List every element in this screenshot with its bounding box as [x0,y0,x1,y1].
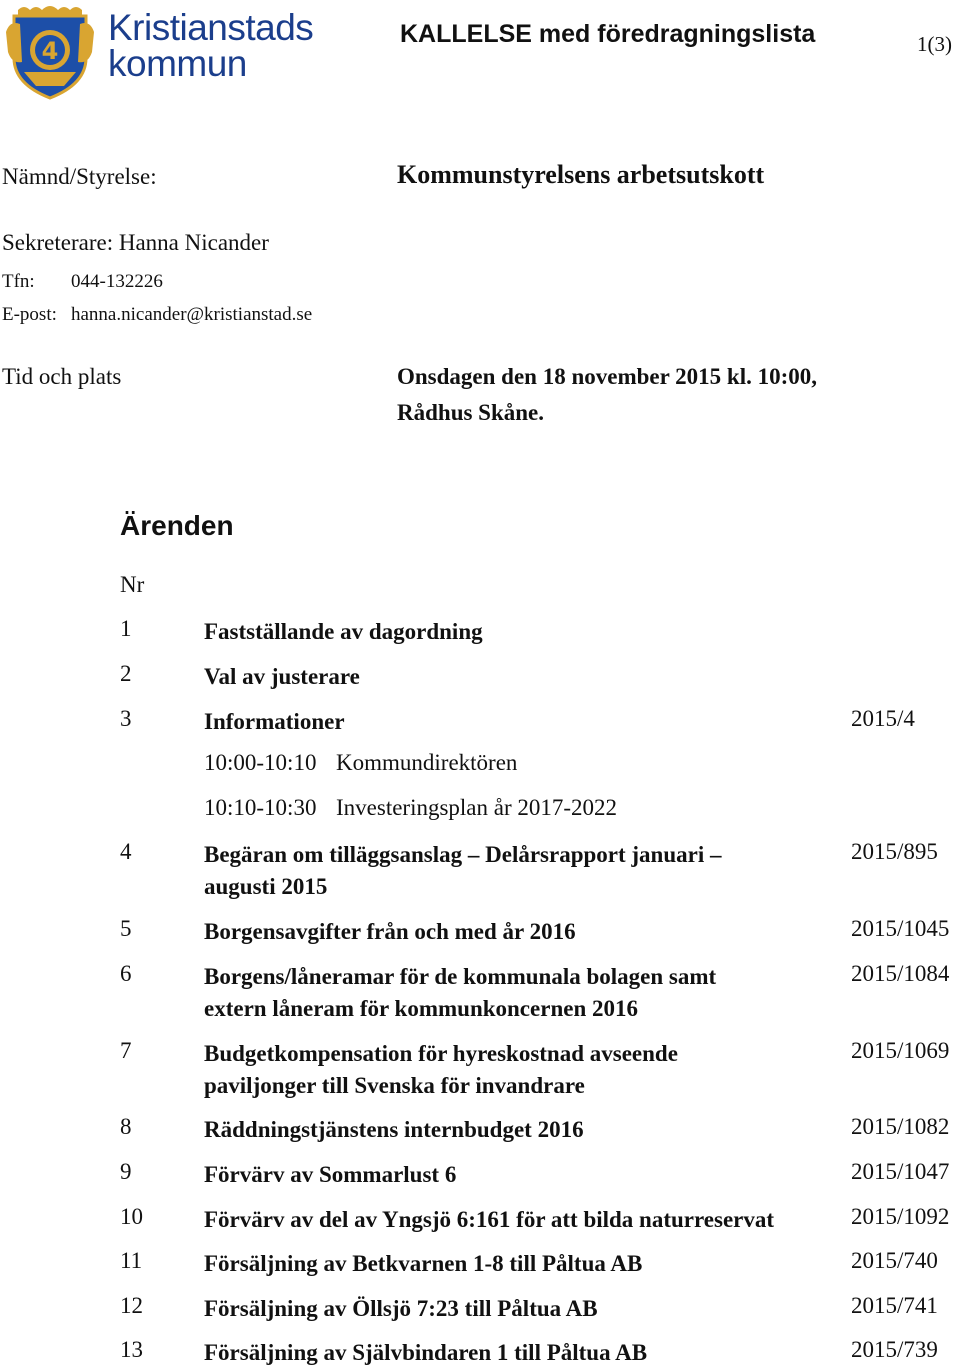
tid-line-1: Onsdagen den 18 november 2015 kl. 10:00, [397,364,818,389]
item-title: Försäljning av Betkvarnen 1-8 till Påltua AB [204,1251,643,1276]
item-title: Fastställande av dagordning [204,619,483,644]
item-title-line-2: extern låneram för kommunkoncernen 2016 [204,996,638,1021]
item-title-line-1: Begäran om tilläggsanslag – Delårsrapport januari – [204,842,722,867]
item-number: 9 [120,1159,132,1184]
item-diarienummer: 2015/1092 [851,1204,950,1229]
item-diarienummer: 2015/895 [851,839,938,864]
item-diarienummer: 2015/4 [851,706,915,731]
tfn-label: Tfn: [2,271,35,292]
item-number: 4 [120,839,132,864]
item-number: 3 [120,706,132,731]
item-number: 13 [120,1337,143,1362]
item-title [204,1038,678,1102]
arenden-heading: Ärenden [120,510,234,541]
document-title: KALLELSE med föredragningslista [400,20,816,48]
kommun-logo [4,2,324,100]
coat-of-arms-icon [4,2,96,100]
info-sub-item-2 [204,795,618,821]
item-diarienummer: 2015/740 [851,1248,938,1273]
item-title-line-2: augusti 2015 [204,874,328,899]
logo-line-1: Kristianstads [108,7,314,48]
item-title: Informationer [204,709,345,734]
logo-line-2: kommun [108,43,247,84]
svg-text:4: 4 [41,37,59,65]
sub-text: Kommundirektören [336,750,518,775]
item-title: Försäljning av Öllsjö 7:23 till Påltua AB [204,1296,598,1321]
item-diarienummer: 2015/1045 [851,916,950,941]
nr-column-label: Nr [120,572,145,597]
item-number: 6 [120,961,132,986]
item-title-line-2: paviljonger till Svenska för invandrare [204,1073,585,1098]
item-number: 2 [120,661,132,686]
sub-time: 10:10-10:30 [204,795,317,820]
sekreterare: Sekreterare: Hanna Nicander [2,230,269,255]
item-diarienummer: 2015/1047 [851,1159,950,1184]
item-title-line-1: Borgens/låneramar för de kommunala bolagen samt [204,964,717,989]
info-sub-item-1 [204,750,518,776]
item-title: Räddningstjänstens internbudget 2016 [204,1117,584,1142]
epost-value[interactable]: hanna.nicander@kristianstad.se [71,304,313,325]
item-number: 7 [120,1038,132,1063]
item-number: 5 [120,916,132,941]
item-title [204,961,716,1025]
item-title: Förvärv av Sommarlust 6 [204,1162,457,1187]
tfn-value: 044-132226 [71,271,163,292]
epost-label: E-post: [2,304,57,325]
logo-wordmark [108,7,314,84]
item-diarienummer: 2015/1069 [851,1038,950,1063]
item-number: 10 [120,1204,143,1229]
item-title: Förvärv av del av Yngsjö 6:161 för att bilda naturreservat [204,1207,775,1232]
item-title-line-1: Budgetkompensation för hyreskostnad avseende [204,1041,678,1066]
tid-label: Tid och plats [2,364,122,389]
sub-text: Investeringsplan år 2017-2022 [336,795,618,820]
namnd-value: Kommunstyrelsens arbetsutskott [397,160,765,189]
item-title: Val av justerare [204,664,360,689]
item-number: 12 [120,1293,143,1318]
tid-line-2: Rådhus Skåne. [397,400,545,425]
sub-time: 10:00-10:10 [204,750,317,775]
item-diarienummer: 2015/741 [851,1293,938,1318]
item-diarienummer: 2015/1082 [851,1114,950,1139]
namnd-label: Nämnd/Styrelse: [2,164,157,189]
item-title: Borgensavgifter från och med år 2016 [204,919,576,944]
item-title [204,839,722,903]
item-diarienummer: 2015/1084 [851,961,950,986]
item-diarienummer: 2015/739 [851,1337,938,1362]
item-number: 1 [120,616,132,641]
item-number: 11 [120,1248,143,1273]
page-number: 1(3) [917,32,952,56]
item-title: Försäljning av Självbindaren 1 till Påltua AB [204,1340,648,1365]
item-number: 8 [120,1114,132,1139]
